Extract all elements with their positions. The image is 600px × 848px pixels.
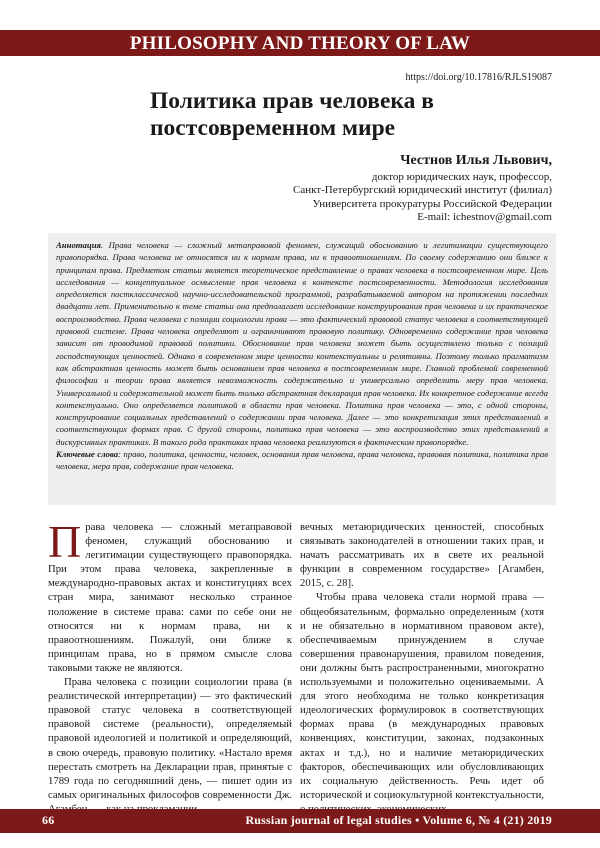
author-degree: доктор юридических наук, профессор, (371, 170, 552, 183)
keywords-text: : право, политика, ценности, человек, основания прав человека, права человека, правовая политика, политика прав человека, мера прав, содержание прав человека. (56, 449, 548, 472)
body-paragraph: Права человека с позиции социологии права (в реалистической интерпретации) — это фактический правовой статус человека в соответствующей правовой системе (реальности), определяемый правовой идеологией и политикой и определяющий, в свою очередь, правовую политику. «Настало время перестать смотреть на Декларации прав, принятые с 1789 года по сегодняшний день, — пишет один из самых оригинальных философов современности Дж. (48, 676, 292, 801)
keywords-paragraph (56, 448, 548, 473)
body-column-right (300, 520, 544, 806)
body-paragraph (48, 516, 292, 675)
author-block (192, 154, 552, 225)
body-paragraph: Чтобы права человека стали нормой права — общеобязательным, формально определенным (хотя и не обязательно в нормативном правовом акте), обеспечиваемым принуждением в случае совершения правонарушения, правилом поведения, они должны быть распространенными, многократно используемыми и положительно оцениваемыми. А для этого необходима не только конкретизация идеологических формулировок в соответствующих формах права (в международных правовых конвенциях, конституции, законах, подзаконных актах и т.д.), но и наличие метаюридических факторов, обеспечивающих или обусловливающих их социальную действенность. Речь идет об исторической и социокультурной контекстуальности, (300, 591, 544, 801)
body-paragraph: вечных метаюридических ценностей, способных связывать законодателей в отношении таких прав, и начать рассматривать их в свете их реальной функции в современном государстве» [Агамбен, 2015, с. 28]. (300, 521, 544, 590)
keywords-label: Ключевые слова (56, 449, 119, 460)
abstract-text: . Права человека — сложный метаправовой феномен, служащий обоснованию и легитимации существующего правопорядка. Права человека не относятся ни к нормам права, ни к правоотношениям. По своему содержанию они ближе к принципам права. Предметом статьи является теоретическое представление о правах человека в постсовременном мире. Цель исследования — концептуальное осмысление прав человека в контексте постсовременности. Методология исследования определяется постклассической научно-исследовательской программой, разрабатываемой автором на протяжении последних двадцати лет. Применительно к теме статьи она предполагает исследование конструирования прав человека и их практическое воспроизводство. Права человека с позиции социологии права — это фактический правовой статус человека в соответствующей правовой системе. Права человека определяют и ограничивают правовую политику. Одновременно содержание прав человека зависит от проводимой правовой политики. Обоснование прав человека может быть осуществлено только с позиций господствующих ценностей. Однако в современном мире ценности контекстуальны и релятивны. Поэтому только прагматизм как абстрактная ценность может быть основанием прав человека в постсовременном мире. Главной проблемой современной философии и теории права является невозможность содержательно и универсально определить меру прав человека. Универсальной и содержательной может быть только абстрактная декларация прав человека. Их конкретное содержание всегда контекстуально. Оно определяется политикой в области прав человека. Политика прав человека — это, с одной стороны, конструирование социальных представлений о содержании прав человека. Далее — это конкретизация этих представлений в соответствующих формах прав. С другой стороны, политика прав человека — это воспроизводство этих представлений в дискурсивных практиках. В такого рода практиках права человека реализуются в фактическом правопорядке. (56, 240, 548, 447)
page-number: 66 (42, 813, 55, 827)
paragraph-text: рава человека — сложный метаправовой феномен, служащий обоснованию и легитимации существующего правопорядка. При этом права человека, закрепленные в международно-правовых актах и конституциях всех стран мира, занимают несколько странное положение в системе права: сами по себе они не относятся ни к нормам права, ни к правоотношениям. Пожалуй, они ближе к принципам права, но в прямом смысле слова таковыми также не являются. (48, 521, 292, 674)
body-column-left (48, 516, 292, 806)
abstract-label: Аннотация (56, 240, 102, 250)
journal-section-banner (0, 30, 600, 56)
doi-link[interactable]: https://doi.org/10.17816/RJLS19087 (405, 72, 552, 83)
page-footer (0, 809, 600, 833)
author-university: Университета прокуратуры Российской Федерации (312, 197, 552, 210)
article-title: Политика прав человека в постсовременном мире (150, 88, 434, 141)
author-email[interactable]: E-mail: ichestnov@gmail.com (417, 211, 552, 223)
drop-cap: П (48, 516, 82, 567)
author-name: Честнов Илья Львович, (400, 153, 552, 168)
journal-info: Russian journal of legal studies • Volume 6, № 4 (21) 2019 (245, 813, 552, 827)
section-title: PHILOSOPHY AND THEORY OF LAW (129, 33, 471, 54)
author-institute: Санкт-Петербургский юридический институт (филиал) (292, 184, 552, 196)
abstract-box (48, 233, 556, 505)
abstract-paragraph (56, 239, 548, 448)
